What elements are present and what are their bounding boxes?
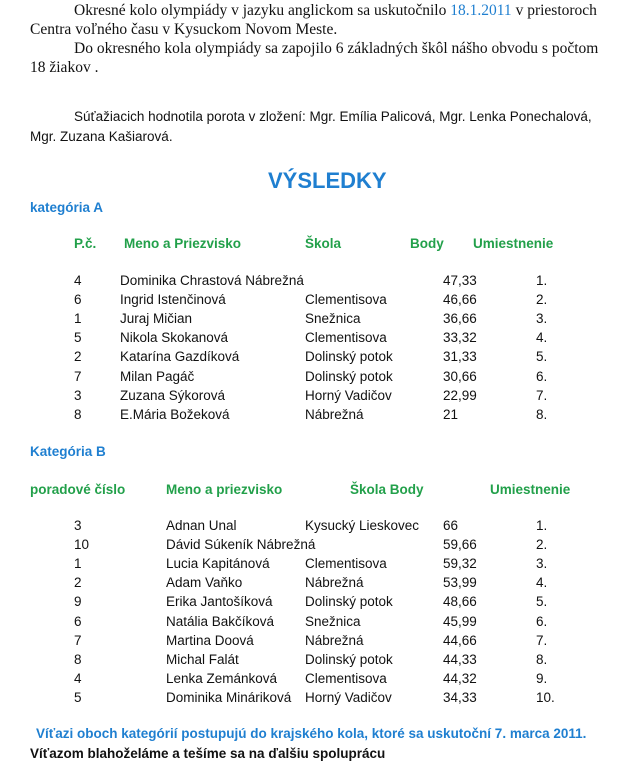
intro-line-4: 18 žiakov .: [30, 59, 99, 76]
cell-points: 44,32: [443, 670, 477, 686]
cell-points: 34,33: [443, 689, 477, 705]
cell-points: 48,66: [443, 594, 477, 610]
header-school: Škola: [305, 236, 342, 251]
cell-number: 8: [74, 406, 82, 422]
cell-name: Dominika Chrastová Nábrežná: [120, 273, 304, 288]
category-a-label: kategória A: [30, 200, 104, 215]
cell-points: 31,33: [443, 349, 477, 365]
intro-line-3: Do okresného kola olympiády sa zapojilo 6 základných škôl nášho obvodu s počtom: [74, 40, 599, 57]
cell-number: 10: [74, 537, 90, 553]
cell-school: Dolinský potok: [305, 651, 393, 667]
cell-school: Clementisova: [305, 670, 387, 686]
header-points: Body: [410, 236, 444, 251]
cell-rank: 6.: [536, 613, 548, 629]
cell-points: 59,66: [443, 537, 477, 553]
cell-school: Kysucký Lieskovec: [305, 518, 420, 533]
cell-number: 6: [74, 613, 82, 629]
header-name: Meno a priezvisko: [166, 482, 283, 497]
congratulations-note: Víťazom blahoželáme a tešíme sa na ďalšiu spoluprácu: [30, 746, 386, 761]
cell-rank: 5.: [536, 594, 548, 610]
jury-line-2: Mgr. Zuzana Kašiarová.: [30, 129, 173, 144]
cell-school: Dolinský potok: [305, 349, 393, 365]
cell-name: Dominika Mináriková: [166, 689, 292, 705]
cell-points: 47,33: [443, 273, 477, 288]
cell-number: 1: [74, 311, 82, 327]
cell-points: 59,32: [443, 556, 477, 572]
cell-school: Clementisova: [305, 556, 387, 572]
cell-school: Dolinský potok: [305, 368, 393, 384]
cell-name: Adam Vaňko: [166, 575, 243, 591]
intro-text: Okresné kolo olympiády v jazyku anglickom sa uskutočnilo: [74, 2, 447, 19]
event-date: 18.1.2011: [450, 2, 512, 19]
cell-points: 66: [443, 518, 459, 533]
cell-school: Horný Vadičov: [305, 387, 392, 403]
cell-name: E.Mária Božeková: [120, 406, 230, 422]
cell-school: Nábrežná: [305, 406, 364, 422]
header-number: poradové číslo: [30, 482, 126, 497]
cell-school: Horný Vadičov: [305, 689, 392, 705]
cell-number: 5: [74, 689, 82, 705]
cell-rank: 4.: [536, 330, 548, 346]
cell-rank: 8.: [536, 406, 548, 422]
cell-number: 2: [74, 349, 82, 365]
cell-name: Katarína Gazdíková: [120, 349, 240, 365]
cell-rank: 4.: [536, 575, 548, 591]
cell-rank: 9.: [536, 670, 548, 686]
cell-rank: 1.: [536, 273, 548, 288]
cell-number: 6: [74, 292, 82, 308]
cell-rank: 6.: [536, 368, 548, 384]
cell-points: 45,99: [443, 613, 477, 629]
cell-rank: 7.: [536, 632, 548, 648]
cell-number: 4: [74, 670, 82, 686]
cell-name: Ingrid Istenčinová: [120, 292, 226, 308]
cell-school: Clementisova: [305, 330, 387, 346]
cell-points: 22,99: [443, 387, 477, 403]
cell-number: 7: [74, 632, 82, 648]
intro-line-1: [74, 2, 597, 20]
cell-points: 21: [443, 406, 459, 422]
cell-name: Erika Jantošíková: [166, 594, 273, 610]
cell-name: Juraj Mičian: [120, 311, 193, 327]
category-b-label: Kategória B: [30, 444, 106, 459]
cell-points: 44,66: [443, 632, 477, 648]
cell-number: 5: [74, 330, 82, 346]
cell-number: 9: [74, 594, 82, 610]
cell-name: Michal Falát: [166, 651, 239, 667]
header-rank: Umiestnenie: [490, 482, 571, 497]
cell-number: 7: [74, 368, 82, 384]
header-rank: Umiestnenie: [473, 236, 554, 251]
cell-points: 53,99: [443, 575, 477, 591]
cell-school: Nábrežná: [305, 632, 364, 648]
cell-rank: 2.: [536, 292, 548, 308]
cell-name: Zuzana Sýkorová: [120, 387, 226, 403]
cell-rank: 2.: [536, 537, 548, 553]
cell-rank: 1.: [536, 518, 548, 533]
cell-number: 4: [74, 273, 82, 288]
cell-number: 1: [74, 556, 82, 572]
header-school-points: Škola Body: [350, 482, 424, 497]
cell-school: Clementisova: [305, 292, 387, 308]
cell-rank: 3.: [536, 311, 548, 327]
cell-name: Adnan Unal: [166, 518, 237, 533]
cell-points: 30,66: [443, 368, 477, 384]
cell-name: Lenka Zemánková: [166, 670, 278, 686]
intro-text: v priestoroch: [515, 2, 597, 19]
cell-number: 2: [74, 575, 82, 591]
cell-points: 44,33: [443, 651, 477, 667]
cell-school: Snežnica: [305, 311, 361, 327]
cell-number: 8: [74, 651, 82, 667]
cell-rank: 7.: [536, 387, 548, 403]
cell-school: Nábrežná: [305, 575, 364, 591]
header-name: Meno a Priezvisko: [124, 236, 242, 251]
cell-name: Natália Bakčíková: [166, 613, 275, 629]
cell-rank: 3.: [536, 556, 548, 572]
jury-line-1: Súťažiacich hodnotila porota v zložení: Mgr. Emília Palicová, Mgr. Lenka Ponechalová,: [74, 109, 592, 124]
cell-name: Martina Doová: [166, 632, 254, 648]
advancement-note: Víťazi oboch kategórií postupujú do krajského kola, ktoré sa uskutoční 7. marca 2011.: [36, 726, 587, 741]
header-number: P.č.: [74, 236, 97, 251]
cell-rank: 8.: [536, 651, 548, 667]
cell-name: Milan Pagáč: [120, 368, 195, 384]
cell-school: Dolinský potok: [305, 594, 393, 610]
cell-number: 3: [74, 387, 82, 403]
cell-school: Snežnica: [305, 613, 361, 629]
cell-name: Dávid Súkeník Nábrežná: [166, 537, 316, 553]
cell-points: 33,32: [443, 330, 477, 346]
cell-name: Nikola Skokanová: [120, 330, 229, 346]
cell-rank: 10.: [536, 689, 555, 705]
page-title: VÝSLEDKY: [268, 168, 387, 193]
cell-rank: 5.: [536, 349, 548, 365]
cell-points: 36,66: [443, 311, 477, 327]
cell-number: 3: [74, 518, 82, 533]
cell-name: Lucia Kapitánová: [166, 556, 270, 572]
intro-line-2: Centra voľného času v Kysuckom Novom Meste.: [30, 21, 338, 38]
cell-points: 46,66: [443, 292, 477, 308]
